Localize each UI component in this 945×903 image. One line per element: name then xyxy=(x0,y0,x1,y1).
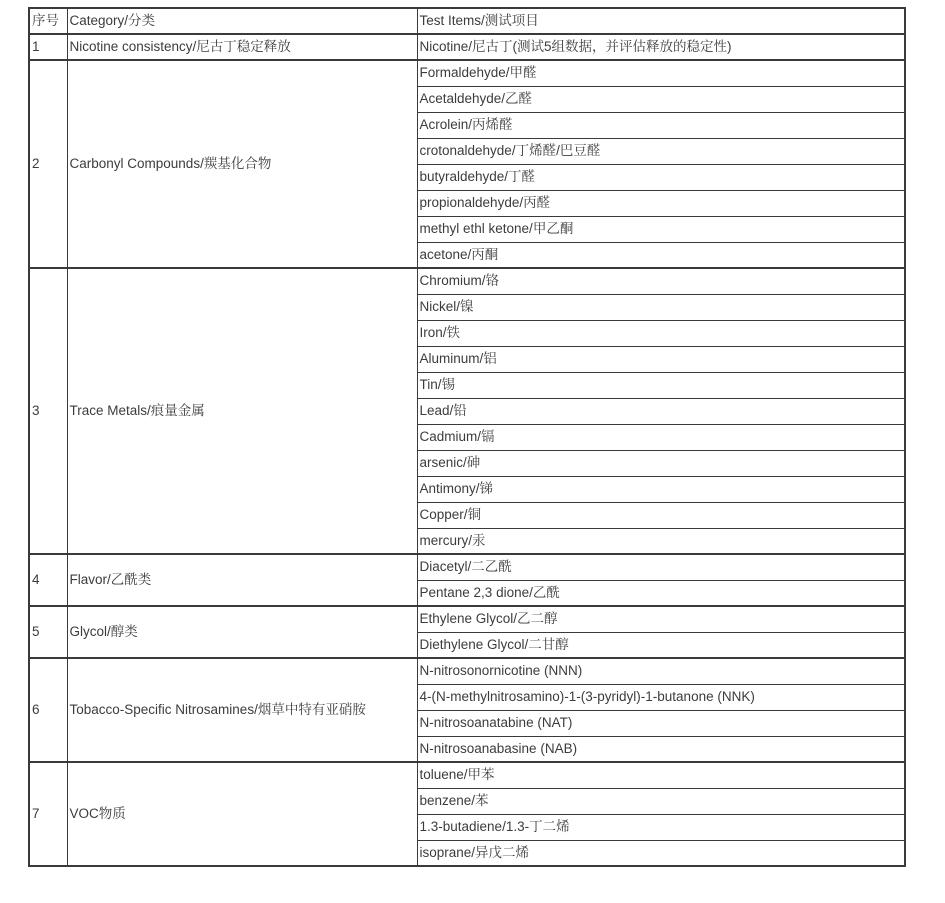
test-item-cell: Diethylene Glycol/二甘醇 xyxy=(417,632,905,658)
test-item-cell: Ethylene Glycol/乙二醇 xyxy=(417,606,905,632)
test-item-cell: methyl ethl ketone/甲乙酮 xyxy=(417,216,905,242)
test-item-cell: Copper/铜 xyxy=(417,502,905,528)
serial-cell: 1 xyxy=(29,34,67,60)
table-row xyxy=(29,554,905,580)
test-item-cell: arsenic/砷 xyxy=(417,450,905,476)
table-row xyxy=(29,268,905,294)
test-item-cell: Nickel/镍 xyxy=(417,294,905,320)
header-test-items: Test Items/测试项目 xyxy=(417,8,905,34)
test-item-cell: Formaldehyde/甲醛 xyxy=(417,60,905,86)
test-item-cell: crotonaldehyde/丁烯醛/巴豆醛 xyxy=(417,138,905,164)
section-4 xyxy=(29,554,905,606)
test-item-cell: Iron/铁 xyxy=(417,320,905,346)
test-item-cell: propionaldehyde/丙醛 xyxy=(417,190,905,216)
table-row xyxy=(29,658,905,684)
table-row xyxy=(29,34,905,60)
test-item-cell: isoprane/异戊二烯 xyxy=(417,840,905,866)
test-item-cell: mercury/汞 xyxy=(417,528,905,554)
section-3 xyxy=(29,268,905,554)
test-item-cell: Nicotine/尼古丁(测试5组数据，并评估释放的稳定性) xyxy=(417,34,905,60)
category-cell: Carbonyl Compounds/羰基化合物 xyxy=(67,60,417,268)
serial-cell: 5 xyxy=(29,606,67,658)
section-6 xyxy=(29,658,905,762)
test-item-cell: Pentane 2,3 dione/乙酰 xyxy=(417,580,905,606)
test-item-cell: Cadmium/镉 xyxy=(417,424,905,450)
test-item-cell: 4-(N-methylnitrosamino)-1-(3-pyridyl)-1-butanone (NNK) xyxy=(417,684,905,710)
header-category: Category/分类 xyxy=(67,8,417,34)
table-row xyxy=(29,762,905,788)
table-row xyxy=(29,606,905,632)
section-5 xyxy=(29,606,905,658)
table-row xyxy=(29,60,905,86)
section-7 xyxy=(29,762,905,866)
header-row xyxy=(29,8,905,34)
test-item-cell: Tin/锡 xyxy=(417,372,905,398)
test-item-cell: N-nitrosoanatabine (NAT) xyxy=(417,710,905,736)
table-header xyxy=(29,8,905,34)
test-item-cell: acetone/丙酮 xyxy=(417,242,905,268)
serial-cell: 3 xyxy=(29,268,67,554)
test-item-cell: Acetaldehyde/乙醛 xyxy=(417,86,905,112)
test-items-table xyxy=(28,7,906,867)
test-item-cell: toluene/甲苯 xyxy=(417,762,905,788)
category-cell: Glycol/醇类 xyxy=(67,606,417,658)
serial-cell: 7 xyxy=(29,762,67,866)
serial-cell: 2 xyxy=(29,60,67,268)
category-cell: Nicotine consistency/尼古丁稳定释放 xyxy=(67,34,417,60)
section-1 xyxy=(29,34,905,60)
category-cell: Flavor/乙酰类 xyxy=(67,554,417,606)
category-cell: VOC物质 xyxy=(67,762,417,866)
serial-cell: 6 xyxy=(29,658,67,762)
header-serial: 序号 xyxy=(29,8,67,34)
category-cell: Tobacco-Specific Nitrosamines/烟草中特有亚硝胺 xyxy=(67,658,417,762)
test-item-cell: N-nitrosonornicotine (NNN) xyxy=(417,658,905,684)
category-cell: Trace Metals/痕量金属 xyxy=(67,268,417,554)
serial-cell: 4 xyxy=(29,554,67,606)
test-item-cell: Diacetyl/二乙酰 xyxy=(417,554,905,580)
test-item-cell: N-nitrosoanabasine (NAB) xyxy=(417,736,905,762)
test-item-cell: Aluminum/铝 xyxy=(417,346,905,372)
test-item-cell: Acrolein/丙烯醛 xyxy=(417,112,905,138)
test-item-cell: Chromium/铬 xyxy=(417,268,905,294)
test-item-cell: 1.3-butadiene/1.3-丁二烯 xyxy=(417,814,905,840)
test-item-cell: Antimony/锑 xyxy=(417,476,905,502)
test-item-cell: Lead/铅 xyxy=(417,398,905,424)
test-item-cell: butyraldehyde/丁醛 xyxy=(417,164,905,190)
test-item-cell: benzene/苯 xyxy=(417,788,905,814)
section-2 xyxy=(29,60,905,268)
